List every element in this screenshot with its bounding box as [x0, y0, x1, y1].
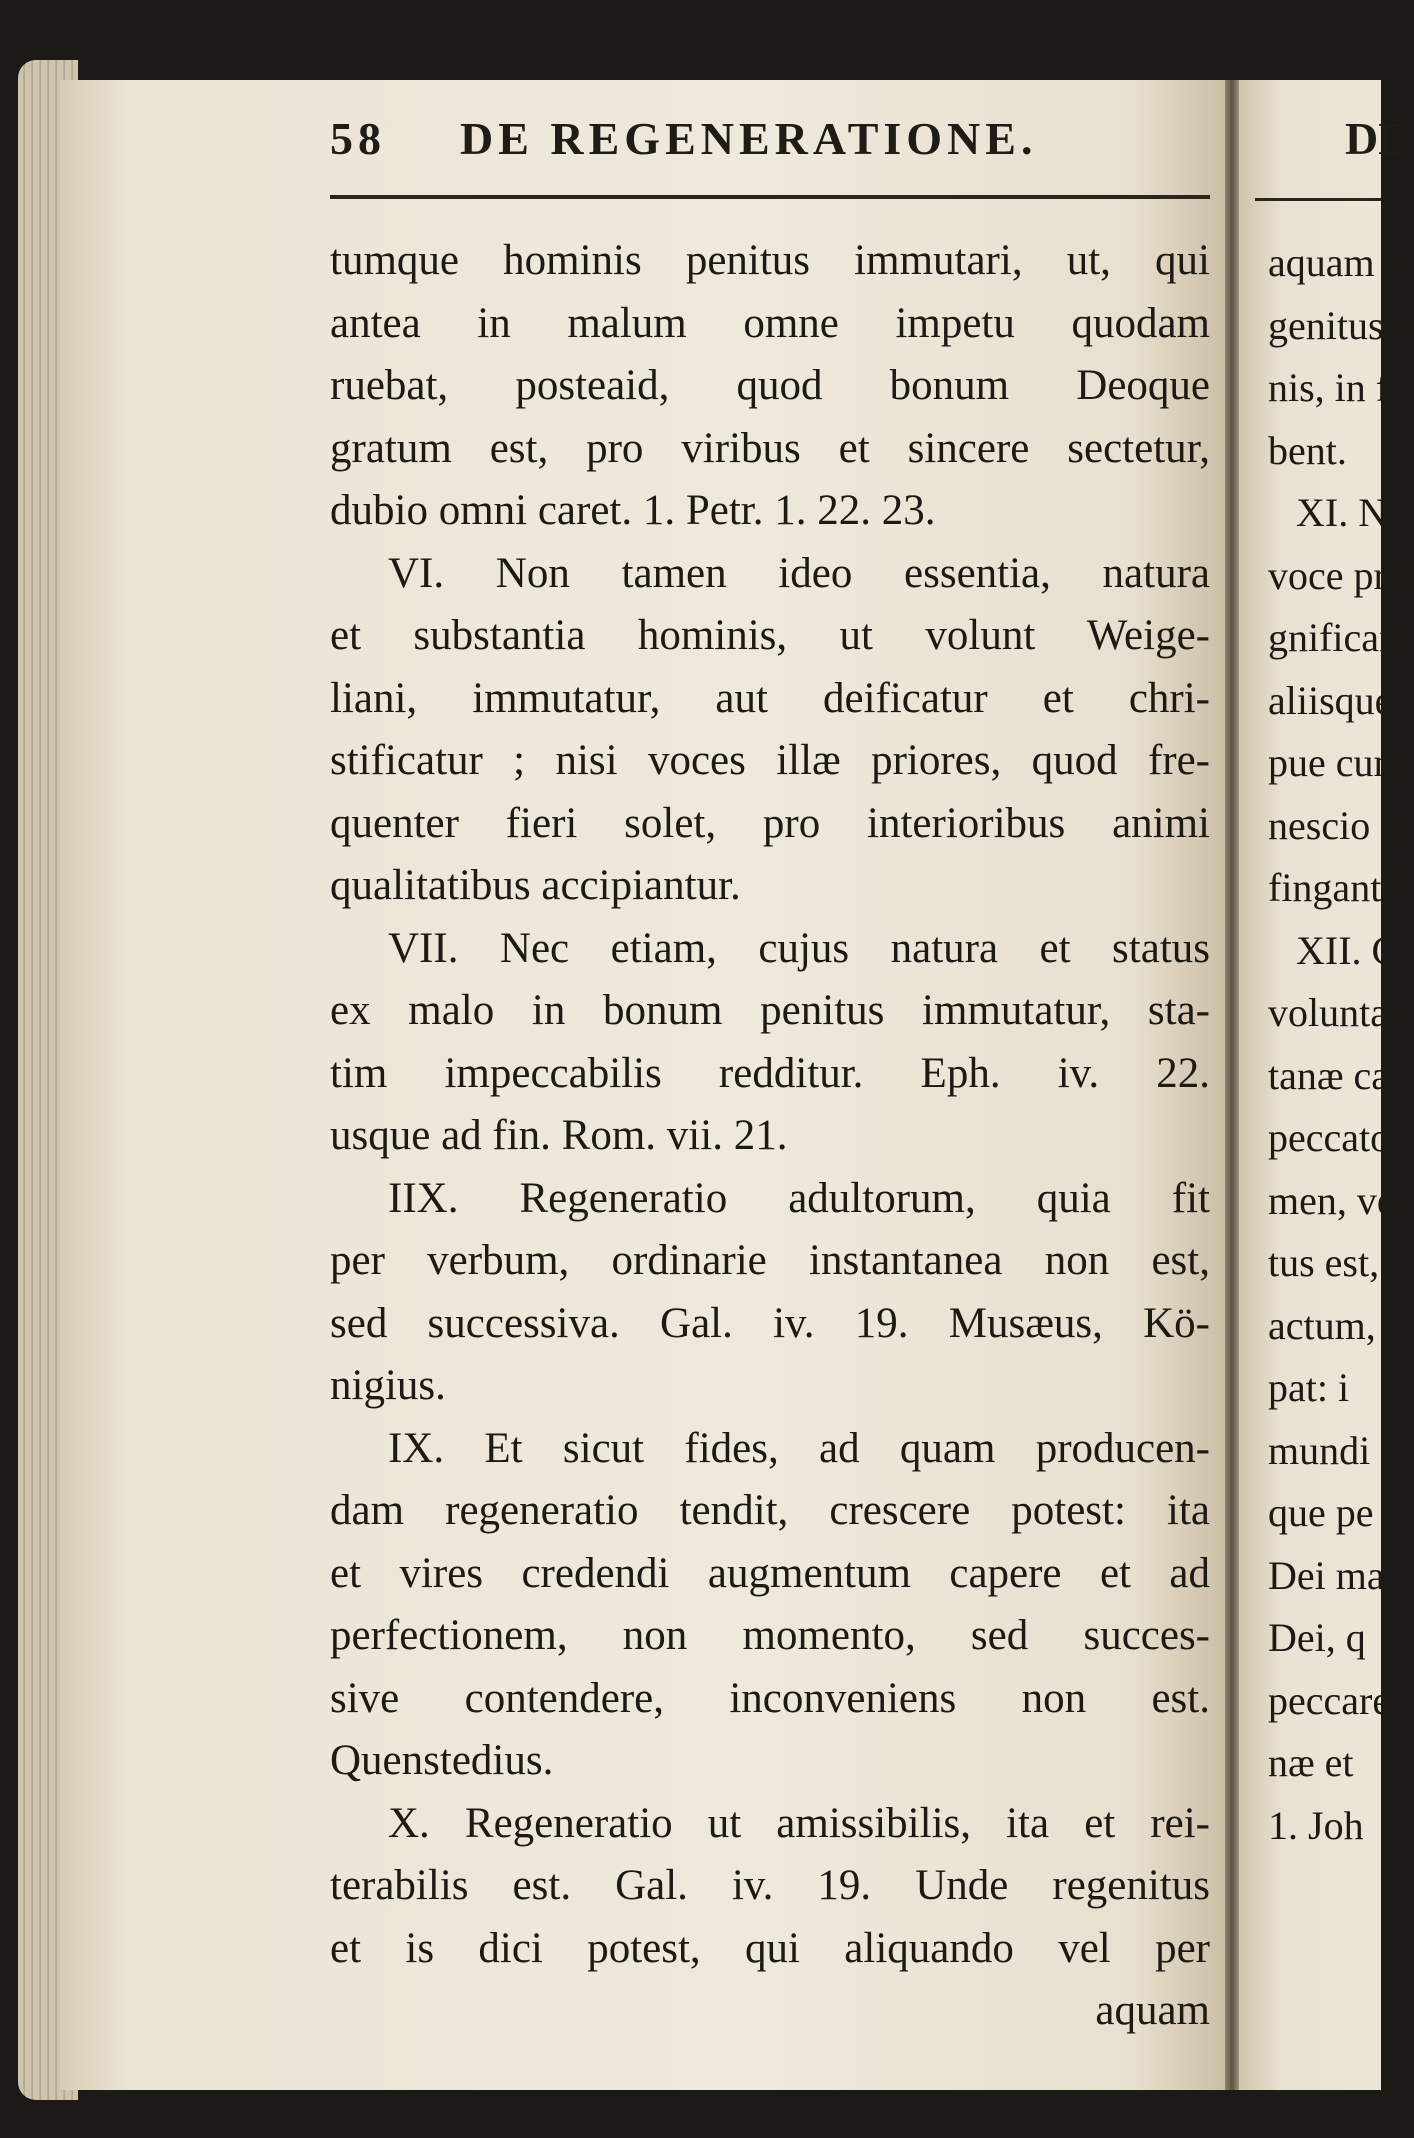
text-line: tim impeccabilis redditur. Eph. iv. 22. — [330, 1049, 1210, 1097]
right-page-text — [1268, 232, 1414, 1857]
text-line: nescio q — [1268, 802, 1401, 848]
text-line: ruebat, posteaid, quod bonum Deoque — [330, 362, 1210, 409]
text-line: genitus e — [1268, 302, 1412, 348]
text-line: liani, immutatur, aut deificatur et chri- — [330, 674, 1210, 722]
paragraph-start: VI. Non tamen ideo essentia, natura — [388, 549, 1210, 597]
text-line: usque ad fin. Rom. vii. 21. — [330, 1112, 788, 1159]
text-line: gnifican — [1268, 615, 1400, 660]
running-title: DE REGENERATIONE. — [460, 113, 1038, 164]
book-gutter — [1225, 80, 1239, 2090]
text-line: XI. N — [1296, 490, 1388, 535]
text-line: et vires credendi augmentum capere et ad — [330, 1549, 1210, 1597]
text-line: næ et — [1268, 1740, 1354, 1785]
text-line: nigius. — [330, 1362, 446, 1409]
text-line: sed successiva. Gal. iv. 19. Musæus, Kö- — [330, 1299, 1210, 1347]
text-line: tumque hominis penitus immutari, ut, qui — [330, 237, 1210, 284]
text-line: tus est, — [1268, 1240, 1380, 1285]
text-line: qualitatibus accipiantur. — [330, 862, 741, 909]
text-line: que pe — [1268, 1490, 1374, 1535]
text-line: perfectionem, non momento, sed succes- — [330, 1612, 1210, 1659]
text-line: gratum est, pro viribus et sincere sectetur, — [330, 424, 1210, 472]
text-line: voce præ — [1268, 552, 1414, 598]
text-line: ex malo in bonum penitus immutatur, sta- — [330, 987, 1210, 1034]
paragraph-start: X. Regeneratio ut amissibilis, ita et rei- — [388, 1799, 1210, 1847]
text-line: dam regeneratio tendit, crescere potest: ita — [330, 1487, 1210, 1534]
text-line: fingant f — [1268, 865, 1405, 910]
text-line: terabilis est. Gal. iv. 19. Unde regenitus — [330, 1862, 1210, 1909]
running-head — [330, 112, 1210, 172]
text-line: aliisque — [1268, 677, 1393, 723]
text-line: pue cum — [1268, 740, 1405, 785]
text-line: aquam v — [1268, 240, 1405, 285]
text-line: Dei, q — [1268, 1615, 1366, 1660]
page-number: 58 — [330, 113, 386, 164]
text-line: tanæ ca — [1268, 1052, 1390, 1098]
right-header-rule — [1255, 198, 1381, 201]
text-line: voluntar — [1268, 990, 1402, 1035]
body-text — [330, 230, 1210, 2043]
text-line: actum, — [1268, 1302, 1376, 1348]
text-line: et is dici potest, qui aliquando vel per — [330, 1924, 1210, 1972]
text-line: Quenstedius. — [330, 1737, 554, 1784]
text-line: pat: i — [1268, 1365, 1350, 1410]
text-line: sive contendere, inconveniens non est. — [330, 1674, 1210, 1722]
text-line: peccare — [1268, 1677, 1391, 1723]
text-line: nis, in f — [1268, 365, 1390, 410]
paragraph-start: IIX. Regeneratio adultorum, quia fit — [388, 1174, 1210, 1222]
text-line: men, ve — [1268, 1177, 1395, 1223]
text-line: 1. Joh — [1268, 1802, 1364, 1848]
text-line: Dei ma — [1268, 1552, 1385, 1598]
text-line: bent. — [1268, 427, 1347, 473]
catchword: aquam — [1095, 1987, 1210, 2034]
text-line: quenter fieri solet, pro interioribus animi — [330, 799, 1210, 847]
right-running-head: DE — [1345, 113, 1409, 164]
text-line: dubio omni caret. 1. Petr. 1. 22. 23. — [330, 487, 936, 534]
text-line: per verbum, ordinarie instantanea non est, — [330, 1237, 1210, 1284]
text-line: mundi — [1268, 1427, 1371, 1473]
paragraph-start: IX. Et sicut fides, ad quam producen- — [388, 1424, 1210, 1472]
text-line: XII. C — [1296, 927, 1399, 973]
header-rule — [330, 195, 1210, 199]
text-line: et substantia hominis, ut volunt Weige- — [330, 612, 1210, 659]
paragraph-start: VII. Nec etiam, cujus natura et status — [388, 924, 1210, 972]
text-line: stificatur ; nisi voces illæ priores, quod fre- — [330, 737, 1210, 784]
text-line: peccato — [1268, 1115, 1391, 1160]
text-line: antea in malum omne impetu quodam — [330, 299, 1210, 347]
